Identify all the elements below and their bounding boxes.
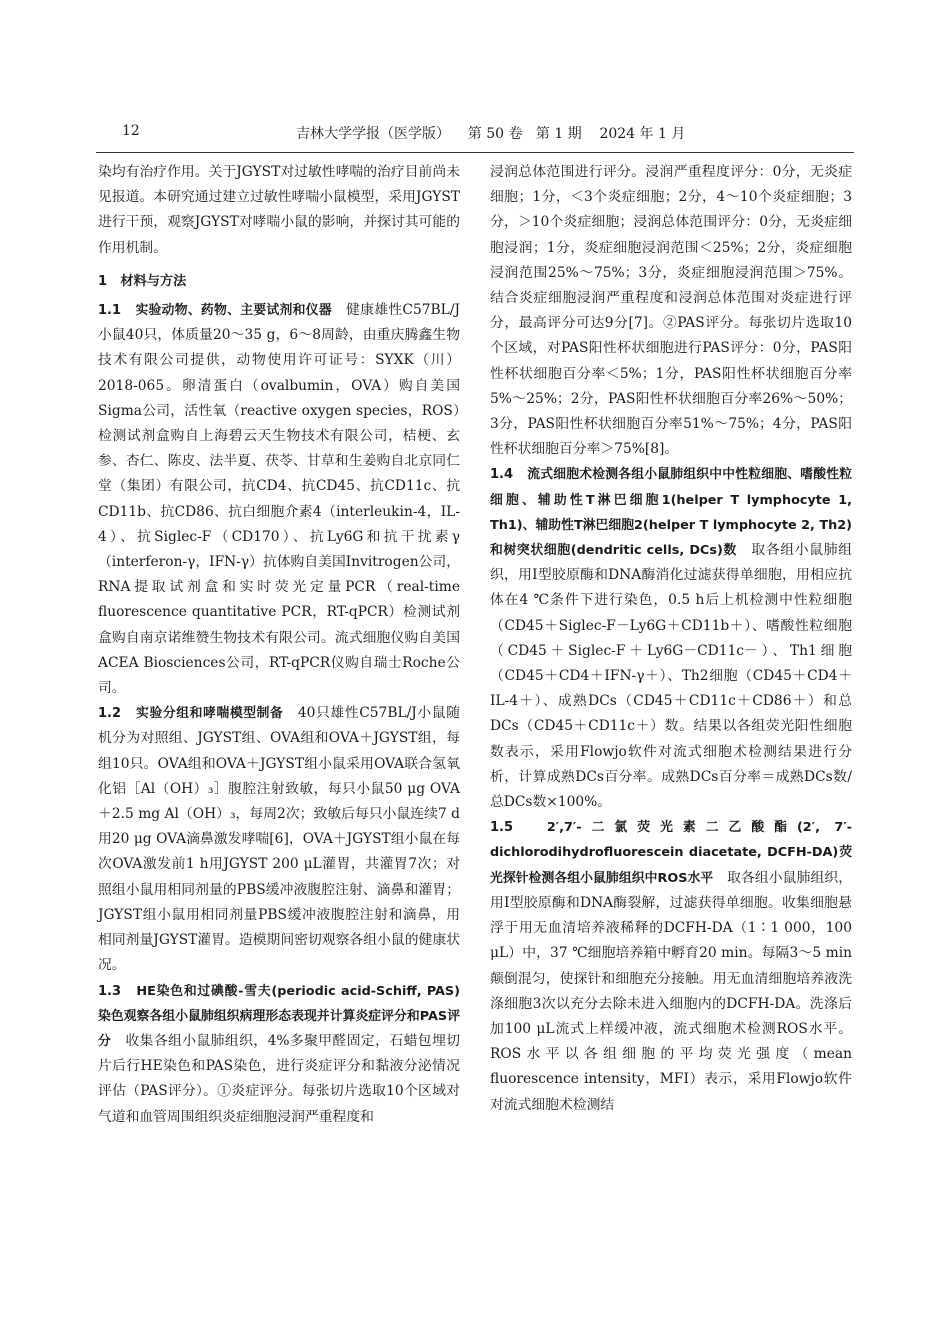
section-body: 取各组小鼠肺组织，用Ⅰ型胶原酶和DNA酶消化过滤获得单细胞，用相应抗体在4 ℃条件下进行染色，0.5 h后上机检测中性粒细胞（CD45＋Siglec-F－Ly6G＋CD11b＋）、嗜酸性粒细胞（CD45＋Siglec-F＋Ly6G－CD11c－）、Th1细胞（CD45＋CD4＋IFN-γ＋）、Th2细胞（CD45＋CD4＋IL-4＋）、成熟DCs（CD45＋CD11c＋CD86＋）和总DCs（CD45＋CD11c＋）数。结果以各组荧光阳性细胞数表示，采用Flowjo软件对流式细胞术检测结果进行分析，计算成熟DCs百分率。成熟DCs百分率＝成熟DCs数/总DCs数×100%。	[490, 542, 853, 811]
section-1-5	[490, 815, 852, 1117]
continued-paragraph: 浸润总体范围进行评分。浸润严重程度评分：0分，无炎症细胞；1分，＜3个炎症细胞；2分，4～10个炎症细胞；3分，＞10个炎症细胞；浸润总体范围评分：0分，无炎症细胞浸润；1分，炎症细胞浸润范围＜25%；2分，炎症细胞浸润范围25%～75%；3分，炎症细胞浸润范围＞75%。结合炎症细胞浸润严重程度和浸润总体范围对炎症进行评分，最高评分可达9分[7]。②PAS评分。每张切片选取10个区域，对PAS阳性杯状细胞进行PAS评分：0分，PAS阳性杯状细胞百分率＜5%；1分，PAS阳性杯状细胞百分率5%～25%；2分，PAS阳性杯状细胞百分率26%～50%；3分，PAS阳性杯状细胞百分率51%～75%；4分，PAS阳性杯状细胞百分率＞75%[8]。	[490, 164, 853, 458]
page-number: 12	[122, 123, 140, 139]
journal-info: 吉林大学学报（医学版） 第 50 卷 第 1 期 2024 年 1 月	[296, 126, 686, 142]
intro-paragraph: 染均有治疗作用。关于JGYST对过敏性哮喘的治疗目前尚未见报道。本研究通过建立过敏性哮喘小鼠模型，采用JGYST进行干预，观察JGYST对哮喘小鼠的影响，并探讨其可能的作用机制。	[98, 164, 460, 256]
section-1-2	[98, 701, 460, 978]
section-title: 流式细胞术检测各组小鼠肺组织中中性粒细胞、嗜酸性粒细胞、辅助性T淋巴细胞1(helper T lymphocyte 1, Th1)、辅助性T淋巴细胞2(helper T lymphocyte 2, Th2)和树突状细胞(dendritic cells, DCs)数	[490, 467, 853, 559]
section-number: 1.2	[98, 706, 122, 722]
section-1-4	[490, 462, 852, 815]
page-header	[96, 118, 854, 153]
section-title: 实验分组和哮喘模型制备	[136, 706, 284, 722]
section-title: 2′,7′-二氯荧光素二乙酸酯(2′, 7′-dichlorodihydrofluorescein diacetate, DCFH-DA)荧光探针检测各组小鼠肺组织中ROS水平	[490, 820, 853, 886]
section-body: 取各组小鼠肺组织，用Ⅰ型胶原酶和DNA酶裂解，过滤获得单细胞。收集细胞悬浮于用无血清培养液稀释的DCFH-DA（1∶1 000，100 μL）中，37 ℃细胞培养箱中孵育20 min。每隔3～5 min颠倒混匀，使探针和细胞充分接触。用无血清细胞培养液洗涤细胞3次以充分去除未进入细胞内的DCFH-DA。洗涤后加100 μL流式上样缓冲液，流式细胞术检测ROS水平。ROS水平以各组细胞的平均荧光强度（mean fluorescence intensity，MFI）表示，采用Flowjo软件对流式细胞术检测结	[490, 869, 853, 1113]
right-column	[490, 160, 852, 1118]
section-number: 1.1	[98, 303, 122, 319]
section-number: 1.4	[490, 467, 514, 483]
section-body: 健康雄性C57BL/J小鼠40只，体质量20～35 g，6～8周龄，由重庆腾鑫生物技术有限公司提供，动物使用许可证号：SYXK（川）2018-065。卵清蛋白（ovalbumin，OVA）购自美国Sigma公司，活性氧（reactive oxygen species，ROS）检测试剂盒购自上海碧云天生物技术有限公司，桔梗、玄参、杏仁、陈皮、法半夏、茯苓、甘草和生姜购自北京同仁堂（集团）有限公司，抗CD4、抗CD45、抗CD11c、抗CD11b、抗CD86、抗白细胞介素4（interleukin-4，IL-4）、抗Siglec-F（CD170）、抗Ly6G和抗干扰素γ（interferon-γ，IFN-γ）抗体购自美国Invitrogen公司，RNA提取试剂盒和实时荧光定量PCR（real-time fluorescence quantitative PCR，RT-qPCR）检测试剂盒购自南京诺维赞生物技术有限公司。流式细胞仪购自美国ACEA Biosciences公司，RT-qPCR仪购自瑞士Roche公司。	[98, 302, 461, 697]
section-body: 收集各组小鼠肺组织，4%多聚甲醛固定，石蜡包埋切片后行HE染色和PAS染色，进行炎症评分和黏液分泌情况评估（PAS评分）。①炎症评分。每张切片选取10个区域对气道和血管周围组织炎症细胞浸润严重程度和	[98, 1032, 461, 1125]
section-1-heading: 1 材料与方法	[98, 273, 187, 289]
section-body: 40只雄性C57BL/J小鼠随机分为对照组、JGYST组、OVA组和OVA＋JGYST组，每组10只。OVA组和OVA＋JGYST组小鼠采用OVA联合氢氧化铝［Al（OH）₃］腹腔注射致敏，每只小鼠50 μg OVA＋2.5 mg Al（OH）₃，每周2次；致敏后每只小鼠连续7 d用20 μg OVA滴鼻激发哮喘[6]，OVA＋JGYST组小鼠在每次OVA激发前1 h用JGYST 200 μL灌胃，共灌胃7次；对照组小鼠用相同剂量的PBS缓冲液腹腔注射、滴鼻和灌胃；JGYST组小鼠用相同剂量PBS缓冲液腹腔注射和滴鼻，用相同剂量JGYST灌胃。造模期间密切观察各组小鼠的健康状况。	[98, 705, 461, 974]
section-1-1	[98, 298, 460, 701]
section-title: 实验动物、药物、主要试剂和仪器	[135, 303, 332, 319]
section-number: 1.3	[98, 983, 122, 999]
left-column	[98, 160, 460, 1130]
section-title: HE染色和过碘酸-雪夫(periodic acid-Schiff, PAS)染色观察各组小鼠肺组织病理形态表现并计算炎症评分和PAS评分	[98, 983, 460, 1049]
section-number: 1.5	[490, 820, 514, 836]
section-1-3	[98, 979, 460, 1130]
